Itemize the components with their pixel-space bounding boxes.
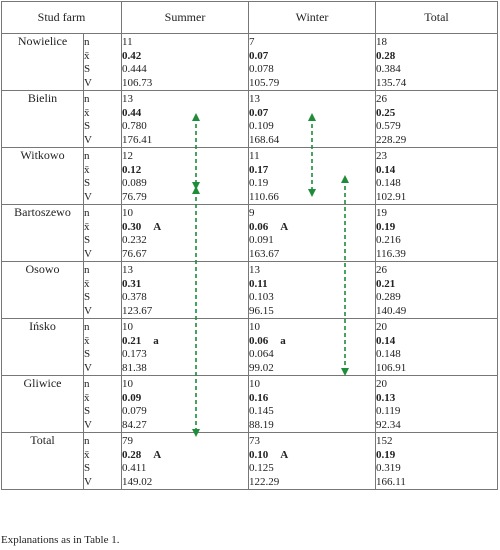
stat-label: S — [84, 120, 91, 132]
mean-value: 0.12 — [122, 163, 142, 176]
stud-farm-name: Osowo — [2, 262, 84, 319]
standard-deviation: 0.411 — [122, 462, 147, 474]
table-row — [2, 262, 498, 319]
sample-size: 11 — [122, 36, 133, 48]
stat-label: S — [84, 234, 91, 246]
stat-label: n — [84, 321, 90, 333]
stat-label: x̄ — [84, 334, 90, 347]
stat-label: n — [84, 435, 90, 447]
mean-value: 0.44 — [122, 106, 142, 119]
mean-value: 0.31 — [122, 277, 142, 290]
total-cell — [376, 205, 498, 262]
mean-row — [249, 449, 375, 463]
sample-size: 152 — [376, 435, 393, 447]
variation-coefficient: 106.73 — [122, 76, 153, 89]
standard-deviation: 0.064 — [249, 348, 274, 360]
mean-row — [122, 164, 248, 178]
table-header-row — [2, 2, 498, 34]
summer-cell — [122, 262, 249, 319]
variation-coefficient: 135.74 — [376, 76, 407, 89]
stat-label: S — [84, 348, 91, 360]
mean-row — [249, 278, 375, 292]
significance-mark: A — [280, 220, 289, 233]
standard-deviation: 0.089 — [122, 177, 147, 189]
stat-label: x̄ — [84, 106, 90, 119]
stud-farm-name: Bartoszewo — [2, 205, 84, 262]
stat-label: x̄ — [84, 277, 90, 290]
significance-mark: A — [153, 448, 162, 461]
winter-cell — [249, 91, 376, 148]
standard-deviation: 0.319 — [376, 462, 401, 474]
table-row — [2, 148, 498, 205]
standard-deviation: 0.119 — [376, 405, 401, 417]
stat-label: S — [84, 291, 91, 303]
standard-deviation: 0.579 — [376, 120, 401, 132]
standard-deviation: 0.148 — [376, 348, 401, 360]
sample-size: 10 — [122, 378, 134, 390]
standard-deviation: 0.232 — [122, 234, 147, 246]
mean-row — [249, 221, 375, 235]
sample-size: 79 — [122, 435, 134, 447]
mean-value: 0.30 — [122, 220, 142, 233]
header-stud-farm: Stud farm — [2, 2, 122, 34]
significance-mark: A — [153, 220, 162, 233]
variation-coefficient: 105.79 — [249, 76, 280, 89]
sample-size: 10 — [122, 207, 134, 219]
stat-label: x̄ — [84, 448, 90, 461]
variation-coefficient: 81.38 — [122, 361, 147, 374]
standard-deviation: 0.289 — [376, 291, 401, 303]
winter-cell — [249, 34, 376, 91]
standard-deviation: 0.145 — [249, 405, 274, 417]
stat-label: S — [84, 177, 91, 189]
mean-value: 0.28 — [122, 448, 142, 461]
sample-size: 9 — [249, 207, 255, 219]
sample-size: 7 — [249, 36, 255, 48]
stat-label: V — [84, 304, 92, 317]
table-row — [2, 376, 498, 433]
mean-row — [376, 107, 497, 121]
mean-row — [376, 449, 497, 463]
mean-value: 0.07 — [249, 106, 269, 119]
mean-row — [376, 278, 497, 292]
variation-coefficient: 110.66 — [249, 190, 279, 203]
variation-coefficient: 228.29 — [376, 133, 407, 146]
stat-label: V — [84, 475, 92, 488]
mean-row — [122, 335, 248, 349]
table-row — [2, 319, 498, 376]
standard-deviation: 0.384 — [376, 63, 401, 75]
sample-size: 10 — [122, 321, 134, 333]
standard-deviation: 0.103 — [249, 291, 274, 303]
stat-labels — [84, 262, 122, 319]
summer-cell — [122, 34, 249, 91]
sample-size: 11 — [249, 150, 260, 162]
mean-value: 0.42 — [122, 49, 142, 62]
summer-cell — [122, 319, 249, 376]
sample-size: 13 — [122, 93, 134, 105]
standard-deviation: 0.125 — [249, 462, 274, 474]
variation-coefficient: 102.91 — [376, 190, 407, 203]
sample-size: 26 — [376, 264, 388, 276]
variation-coefficient: 176.41 — [122, 133, 153, 146]
variation-coefficient: 122.29 — [249, 475, 280, 488]
mean-row — [122, 278, 248, 292]
mean-value: 0.14 — [376, 163, 396, 176]
stud-farm-name: Gliwice — [2, 376, 84, 433]
sample-size: 20 — [376, 321, 388, 333]
variation-coefficient: 140.49 — [376, 304, 407, 317]
stat-labels — [84, 91, 122, 148]
stat-labels — [84, 34, 122, 91]
winter-cell — [249, 376, 376, 433]
stud-farm-name: Total — [2, 433, 84, 490]
sample-size: 13 — [249, 264, 261, 276]
mean-row — [376, 392, 497, 406]
mean-row — [122, 107, 248, 121]
stat-label: x̄ — [84, 220, 90, 233]
variation-coefficient: 96.15 — [249, 304, 274, 317]
stat-label: n — [84, 150, 90, 162]
total-cell — [376, 262, 498, 319]
mean-value: 0.06 — [249, 220, 269, 233]
variation-coefficient: 99.02 — [249, 361, 274, 374]
mean-row — [249, 392, 375, 406]
summer-cell — [122, 148, 249, 205]
stat-label: V — [84, 76, 92, 89]
sample-size: 10 — [249, 321, 261, 333]
summer-cell — [122, 376, 249, 433]
mean-value: 0.21 — [376, 277, 396, 290]
mean-value: 0.14 — [376, 334, 396, 347]
sample-size: 23 — [376, 150, 388, 162]
stat-labels — [84, 319, 122, 376]
mean-row — [376, 50, 497, 64]
standard-deviation: 0.079 — [122, 405, 147, 417]
header-summer: Summer — [122, 2, 249, 34]
sample-size: 13 — [122, 264, 134, 276]
mean-row — [249, 335, 375, 349]
winter-cell — [249, 433, 376, 490]
mean-row — [122, 392, 248, 406]
mean-row — [376, 221, 497, 235]
winter-cell — [249, 148, 376, 205]
variation-coefficient: 166.11 — [376, 475, 406, 488]
standard-deviation: 0.109 — [249, 120, 274, 132]
stat-label: n — [84, 93, 90, 105]
mean-row — [122, 50, 248, 64]
stat-label: V — [84, 418, 92, 431]
stat-label: n — [84, 207, 90, 219]
total-cell — [376, 148, 498, 205]
mean-value: 0.17 — [249, 163, 269, 176]
mean-row — [249, 164, 375, 178]
mean-value: 0.07 — [249, 49, 269, 62]
sample-size: 10 — [249, 378, 261, 390]
total-cell — [376, 433, 498, 490]
stat-labels — [84, 148, 122, 205]
standard-deviation: 0.780 — [122, 120, 147, 132]
mean-value: 0.25 — [376, 106, 396, 119]
standard-deviation: 0.078 — [249, 63, 274, 75]
table-row — [2, 433, 498, 490]
stat-label: n — [84, 36, 90, 48]
variation-coefficient: 106.91 — [376, 361, 407, 374]
total-cell — [376, 319, 498, 376]
stud-farm-name: Witkowo — [2, 148, 84, 205]
significance-mark: a — [153, 334, 159, 347]
standard-deviation: 0.148 — [376, 177, 401, 189]
mean-value: 0.06 — [249, 334, 269, 347]
mean-value: 0.19 — [376, 220, 396, 233]
mean-value: 0.16 — [249, 391, 269, 404]
sample-size: 18 — [376, 36, 388, 48]
table-row — [2, 91, 498, 148]
stat-label: S — [84, 405, 91, 417]
mean-value: 0.13 — [376, 391, 396, 404]
stat-label: S — [84, 462, 91, 474]
sample-size: 20 — [376, 378, 388, 390]
significance-mark: a — [280, 334, 286, 347]
mean-row — [122, 221, 248, 235]
standard-deviation: 0.378 — [122, 291, 147, 303]
standard-deviation: 0.091 — [249, 234, 274, 246]
sample-size: 19 — [376, 207, 388, 219]
standard-deviation: 0.444 — [122, 63, 147, 75]
variation-coefficient: 123.67 — [122, 304, 153, 317]
significance-mark: A — [280, 448, 289, 461]
variation-coefficient: 149.02 — [122, 475, 153, 488]
mean-value: 0.11 — [249, 277, 268, 290]
variation-coefficient: 116.39 — [376, 247, 406, 260]
stat-labels — [84, 205, 122, 262]
variation-coefficient: 88.19 — [249, 418, 274, 431]
winter-cell — [249, 319, 376, 376]
standard-deviation: 0.173 — [122, 348, 147, 360]
stat-label: S — [84, 63, 91, 75]
stat-labels — [84, 376, 122, 433]
sample-size: 73 — [249, 435, 261, 447]
variation-coefficient: 92.34 — [376, 418, 401, 431]
total-cell — [376, 376, 498, 433]
stud-farm-name: Nowielice — [2, 34, 84, 91]
sample-size: 12 — [122, 150, 134, 162]
table-row — [2, 205, 498, 262]
summer-cell — [122, 205, 249, 262]
mean-value: 0.19 — [376, 448, 396, 461]
mean-value: 0.09 — [122, 391, 142, 404]
header-winter: Winter — [249, 2, 376, 34]
stud-farm-name: Bielin — [2, 91, 84, 148]
mean-row — [122, 449, 248, 463]
mean-row — [376, 335, 497, 349]
total-cell — [376, 34, 498, 91]
stat-label: V — [84, 190, 92, 203]
header-total: Total — [376, 2, 498, 34]
stat-labels — [84, 433, 122, 490]
variation-coefficient: 76.67 — [122, 247, 147, 260]
stud-farm-table — [1, 1, 498, 490]
mean-value: 0.10 — [249, 448, 269, 461]
variation-coefficient: 76.79 — [122, 190, 147, 203]
stat-label: V — [84, 361, 92, 374]
summer-cell — [122, 91, 249, 148]
stat-label: n — [84, 264, 90, 276]
stat-label: x̄ — [84, 49, 90, 62]
mean-row — [249, 50, 375, 64]
winter-cell — [249, 262, 376, 319]
stat-label: x̄ — [84, 163, 90, 176]
stat-label: x̄ — [84, 391, 90, 404]
sample-size: 13 — [249, 93, 261, 105]
stat-label: V — [84, 247, 92, 260]
variation-coefficient: 168.64 — [249, 133, 280, 146]
standard-deviation: 0.216 — [376, 234, 401, 246]
summer-cell — [122, 433, 249, 490]
mean-value: 0.28 — [376, 49, 396, 62]
sample-size: 26 — [376, 93, 388, 105]
stud-farm-name: Ińsko — [2, 319, 84, 376]
variation-coefficient: 84.27 — [122, 418, 147, 431]
mean-row — [376, 164, 497, 178]
table-body — [2, 34, 498, 490]
stat-label: n — [84, 378, 90, 390]
table-caption: Explanations as in Table 1. — [1, 534, 120, 546]
variation-coefficient: 163.67 — [249, 247, 280, 260]
mean-row — [249, 107, 375, 121]
winter-cell — [249, 205, 376, 262]
stat-label: V — [84, 133, 92, 146]
standard-deviation: 0.19 — [249, 177, 269, 189]
mean-value: 0.21 — [122, 334, 142, 347]
total-cell — [376, 91, 498, 148]
table-row — [2, 34, 498, 91]
